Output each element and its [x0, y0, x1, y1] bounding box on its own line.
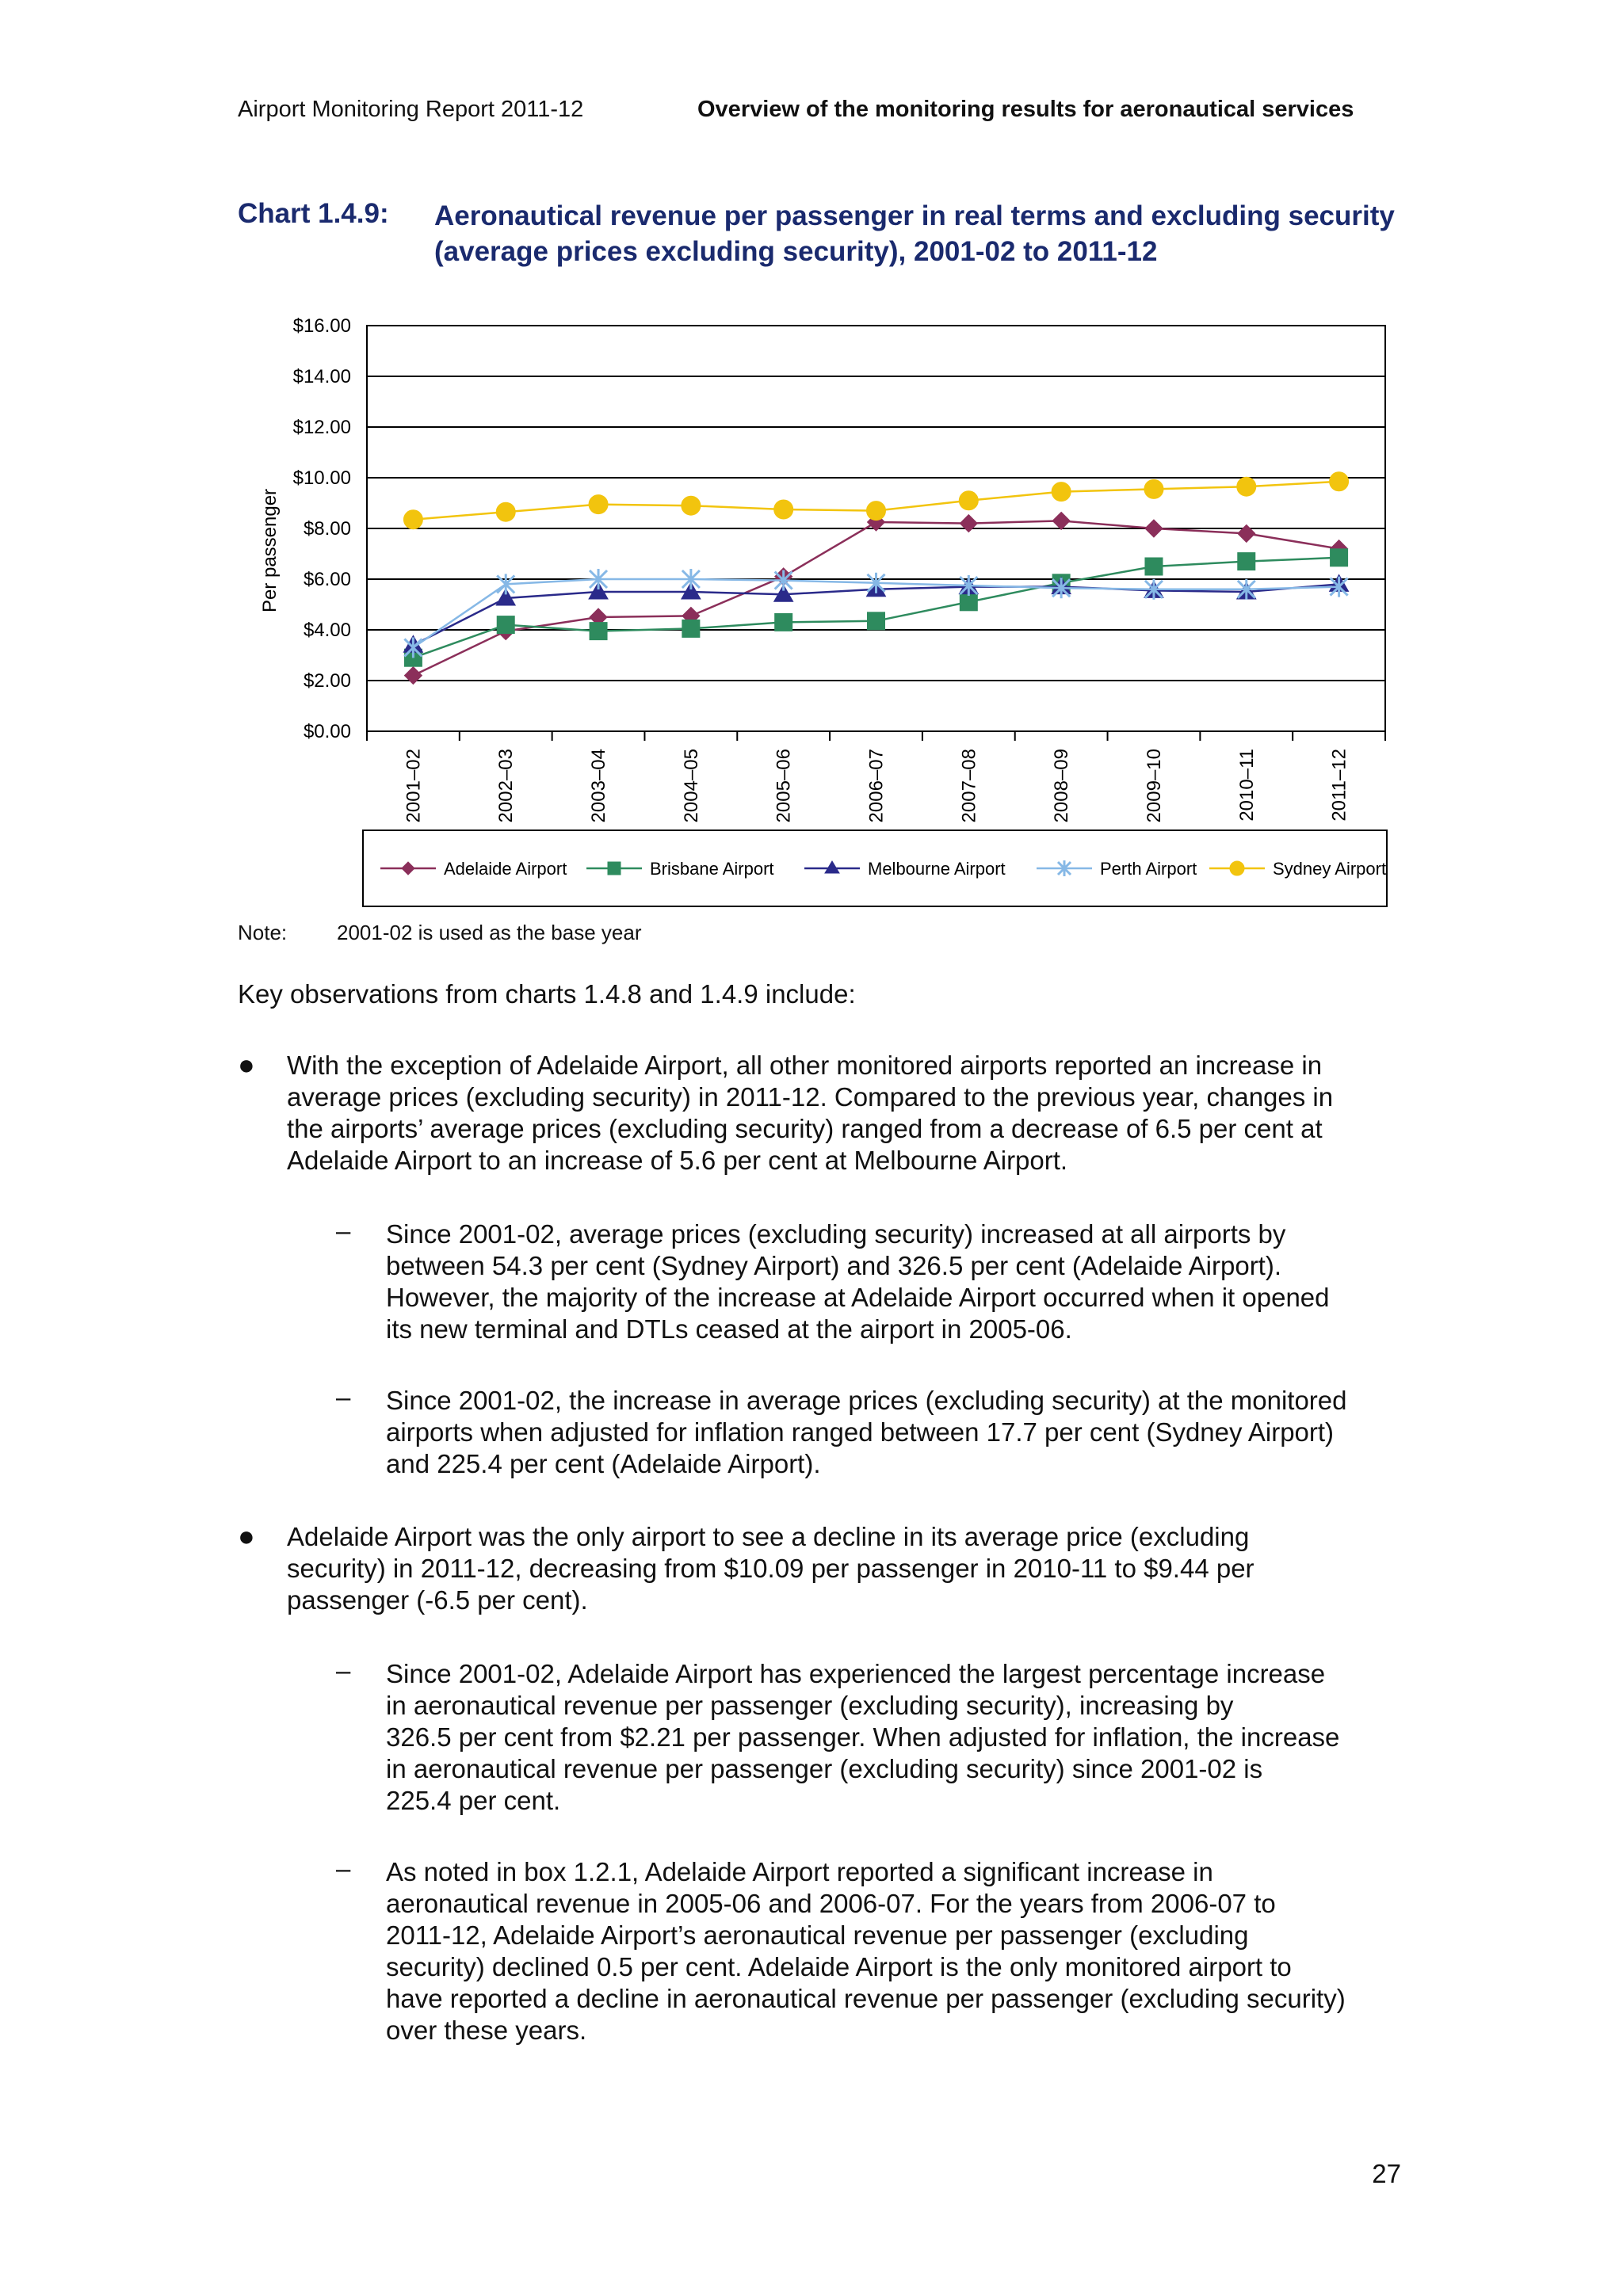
y-tick-label: $4.00 [303, 620, 351, 641]
data-point [959, 491, 978, 510]
chart-title: Aeronautical revenue per passenger in real terms and excluding security (average prices excluding security), 2001-02 to 2011-12 [434, 200, 1395, 267]
series-line [413, 558, 1338, 658]
data-point [1145, 558, 1163, 575]
data-point [682, 496, 701, 515]
legend-label: Perth Airport [1100, 859, 1197, 879]
data-point [1052, 482, 1071, 502]
text-line: aeronautical revenue in 2005-06 and 2006-07. For the years from 2006-07 to [386, 1889, 1276, 1918]
dash-marker: – [336, 1216, 351, 1245]
x-tick-label: 2006–07 [865, 749, 888, 823]
data-point [682, 620, 700, 637]
bullet-marker: ● [238, 1520, 255, 1552]
dash-marker: – [336, 1854, 351, 1883]
page-number: 27 [1372, 2159, 1401, 2188]
x-tick-label: 2010–11 [1235, 749, 1258, 822]
text-line: Adelaide Airport to an increase of 5.6 per cent at Melbourne Airport. [287, 1146, 1068, 1175]
data-point [1331, 549, 1348, 566]
sub-bullet-paragraph [386, 1219, 1416, 1345]
y-axis-label: Per passenger [259, 488, 281, 613]
header-report-title: Airport Monitoring Report 2011-12 [238, 97, 584, 122]
data-point [1238, 553, 1255, 570]
x-tick-label: 2003–04 [588, 749, 610, 823]
text-line: its new terminal and DTLs ceased at the airport in 2005-06. [386, 1314, 1072, 1344]
bullet-paragraph [287, 1521, 1412, 1616]
text-line: in aeronautical revenue per passenger (excluding security) since 2001-02 is [386, 1754, 1263, 1783]
text-line: the airports’ average prices (excluding security) ranged from a decrease of 6.5 per cent at [287, 1114, 1323, 1143]
note-label: Note: [238, 921, 288, 944]
series-lines [403, 472, 1348, 685]
text-line: 2011-12, Adelaide Airport’s aeronautical revenue per passenger (excluding [386, 1920, 1249, 1950]
note-text: 2001-02 is used as the base year [337, 921, 642, 944]
x-tick-label: 2004–05 [680, 749, 702, 823]
y-tick-label: $2.00 [303, 670, 351, 692]
data-point [867, 502, 886, 521]
y-tick-label: $12.00 [292, 417, 351, 438]
series-sydney-airport [403, 472, 1348, 529]
series-brisbane-airport [404, 549, 1347, 666]
text-line: in aeronautical revenue per passenger (excluding security), increasing by [386, 1691, 1234, 1720]
text-line: As noted in box 1.2.1, Adelaide Airport reported a significant increase in [386, 1857, 1213, 1886]
text-line: With the exception of Adelaide Airport, all other monitored airports reported an increase in [287, 1051, 1323, 1080]
legend-label: Adelaide Airport [444, 859, 567, 879]
x-tick-label: 2001–02 [403, 749, 425, 823]
data-point [496, 502, 515, 521]
data-point [775, 613, 792, 631]
dash-marker: – [336, 1383, 351, 1412]
observations-intro: Key observations from charts 1.4.8 and 1.4.9 include: [238, 979, 856, 1009]
data-point [1238, 524, 1255, 542]
header-section-title: Overview of the monitoring results for aeronautical services [697, 97, 1354, 122]
y-tick-label: $8.00 [303, 518, 351, 540]
chart-number: Chart 1.4.9: [238, 198, 389, 229]
data-point [1145, 520, 1163, 537]
line-chart [238, 309, 1411, 911]
data-point [774, 500, 793, 519]
text-line: between 54.3 per cent (Sydney Airport) and 326.5 per cent (Adelaide Airport). [386, 1251, 1282, 1280]
legend [363, 830, 1387, 906]
y-tick-label: $10.00 [292, 467, 351, 489]
legend-label: Brisbane Airport [650, 859, 774, 879]
data-point [589, 495, 608, 514]
legend-entry [1209, 859, 1386, 879]
text-line: have reported a decline in aeronautical revenue per passenger (excluding security) [386, 1984, 1346, 2013]
data-point [590, 623, 607, 640]
text-line: average prices (excluding security) in 2011-12. Compared to the previous year, changes in [287, 1082, 1334, 1112]
data-point [404, 667, 422, 685]
data-point [1237, 477, 1256, 496]
text-line: Adelaide Airport was the only airport to see a decline in its average price (excluding [287, 1522, 1250, 1551]
y-tick-label: $6.00 [303, 569, 351, 590]
series-line [413, 521, 1338, 675]
data-point [868, 612, 885, 630]
text-line: 326.5 per cent from $2.21 per passenger. When adjusted for inflation, the increase [386, 1722, 1340, 1752]
text-line: 225.4 per cent. [386, 1786, 561, 1815]
y-tick-labels [293, 315, 351, 742]
data-point [1052, 512, 1070, 529]
x-tick-labels [403, 749, 1350, 822]
data-point [1144, 479, 1163, 498]
data-point [497, 616, 514, 634]
y-tick-label: $0.00 [303, 721, 351, 742]
legend-label: Melbourne Airport [868, 859, 1006, 879]
x-tick-label: 2007–08 [958, 749, 980, 823]
bullet-marker: ● [238, 1048, 255, 1081]
sub-bullet-paragraph [386, 1856, 1416, 2046]
text-line: Since 2001-02, Adelaide Airport has experienced the largest percentage increase [386, 1659, 1326, 1688]
data-point [960, 593, 977, 611]
text-line: over these years. [386, 2016, 587, 2045]
legend-label: Sydney Airport [1273, 859, 1387, 879]
data-point [960, 515, 977, 532]
data-point [1330, 472, 1349, 491]
x-tick-label: 2005–06 [773, 749, 795, 823]
text-line: Since 2001-02, average prices (excluding security) increased at all airports by [386, 1219, 1286, 1249]
text-line: and 225.4 per cent (Adelaide Airport). [386, 1449, 821, 1478]
x-tick-label: 2009–10 [1143, 749, 1165, 823]
text-line: security) in 2011-12, decreasing from $10.09 per passenger in 2010-11 to $9.44 per [287, 1554, 1254, 1583]
dash-marker: – [336, 1656, 351, 1685]
x-tick-label: 2011–12 [1328, 749, 1350, 822]
y-tick-label: $16.00 [292, 315, 351, 337]
series-adelaide-airport [404, 512, 1347, 684]
x-tick-label: 2008–09 [1051, 749, 1073, 823]
text-line: However, the majority of the increase at Adelaide Airport occurred when it opened [386, 1283, 1330, 1312]
text-line: airports when adjusted for inflation ranged between 17.7 per cent (Sydney Airport) [386, 1417, 1335, 1447]
text-line: Since 2001-02, the increase in average prices (excluding security) at the monitored [386, 1386, 1347, 1415]
sub-bullet-paragraph [386, 1658, 1416, 1817]
sub-bullet-paragraph [386, 1385, 1416, 1480]
x-tick-label: 2002–03 [495, 749, 517, 823]
text-line: security) declined 0.5 per cent. Adelaide Airport is the only monitored airport to [386, 1952, 1292, 1981]
bullet-paragraph [287, 1050, 1412, 1177]
data-point [403, 510, 422, 529]
text-line: passenger (-6.5 per cent). [287, 1585, 588, 1615]
y-tick-label: $14.00 [292, 366, 351, 387]
